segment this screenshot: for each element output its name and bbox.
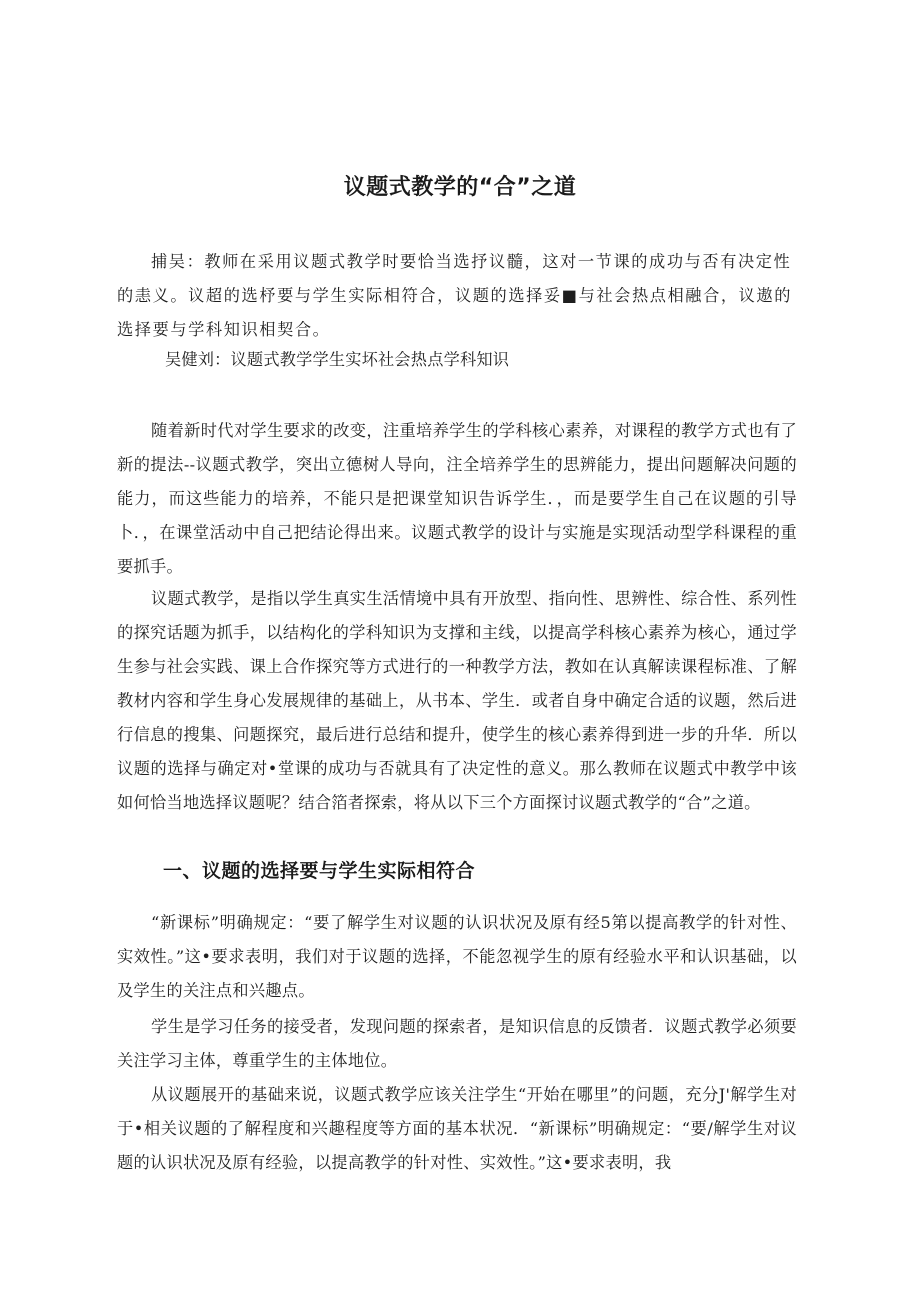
body-paragraph: 随着新时代对学生要求的改变，注重培养学生的学科核心素养，对课程的教学方式也有了新的提法--议题式教学，突出立德树人导向，注全培养学生的思辨能力，提出问题解决问题的能力，而这些能力的培养，不能只是把课堂知识告诉学生．，而是要学生自己在议题的引导卜．，在课堂活动中自己把结论得出来。议题式教学的设计与实施是实现活动型学科课程的重要抓手。 [117,421,797,576]
document-title: 议题式教学的“合”之道 [343,175,577,200]
section-heading: 一、议题的选择要与学生实际相符合 [163,860,476,882]
section-paragraph: 学生是学习任务的接受者，发现问题的探索者，是知识信息的反馈者．议题式教学必须要关注学习主体，尊重学生的主体地位。 [117,1017,797,1070]
section-paragraph: “新课标”明确规定：“要了解学生对议题的认识状况及原有经5第以提高教学的针对性、实效性。”这•要求表明，我们对于议题的选择，不能忽视学生的原有经验水平和认识基础，以及学生的关注点和兴趣点。 [117,913,797,1000]
body-paragraph: 议题式教学，是指以学生真实生活情境中具有开放型、指向性、思辨性、综合性、系列性的探究话题为抓手，以结构化的学科知识为支撑和主线，以提高学科核心素养为核心，通过学生参与社会实践、课上合作探究等方式进行的一种教学方法，教如在认真解读课程标准、了解教材内容和学生身心发展规律的基础上，从书本、学生．或者自身中确定合适的议题，然后进行信息的搜集、问题探究，最后进行总结和提升，使学生的核心素养得到进一步的升华．所以议题的选择与确定对•堂课的成功与否就具有了决定性的意义。那么教师在议题式中教学中该如何恰当地选择议题呢？结合箔者探索，将从以下三个方面探讨议题式教学的“合”之道。 [117,589,797,812]
abstract-paragraph: 捕吴：教师在采用议题式教学时要恰当选抒议髓，这对一节课的成功与否有决定性的恚义。议超的选杼要与学生实际相符合，议题的选择妥■与社会热点相融合，议遨的选择要与学科知识相契合。 [117,252,793,339]
section-paragraph: 从议题展开的基础来说，议题式教学应该关注学生“开始在哪里”的问题，充分J'解学生对于•相关议题的了解程度和兴趣程度等方面的基本状况．“新课标”明确规定：“要/解学生对议题的认识状况及原有经验，以提高教学的针对性、实效性。”这•要求表明，我 [117,1085,797,1172]
keywords-line: 吴健刘：议题式教学学生实坏社会热点学科知识 [165,350,510,369]
